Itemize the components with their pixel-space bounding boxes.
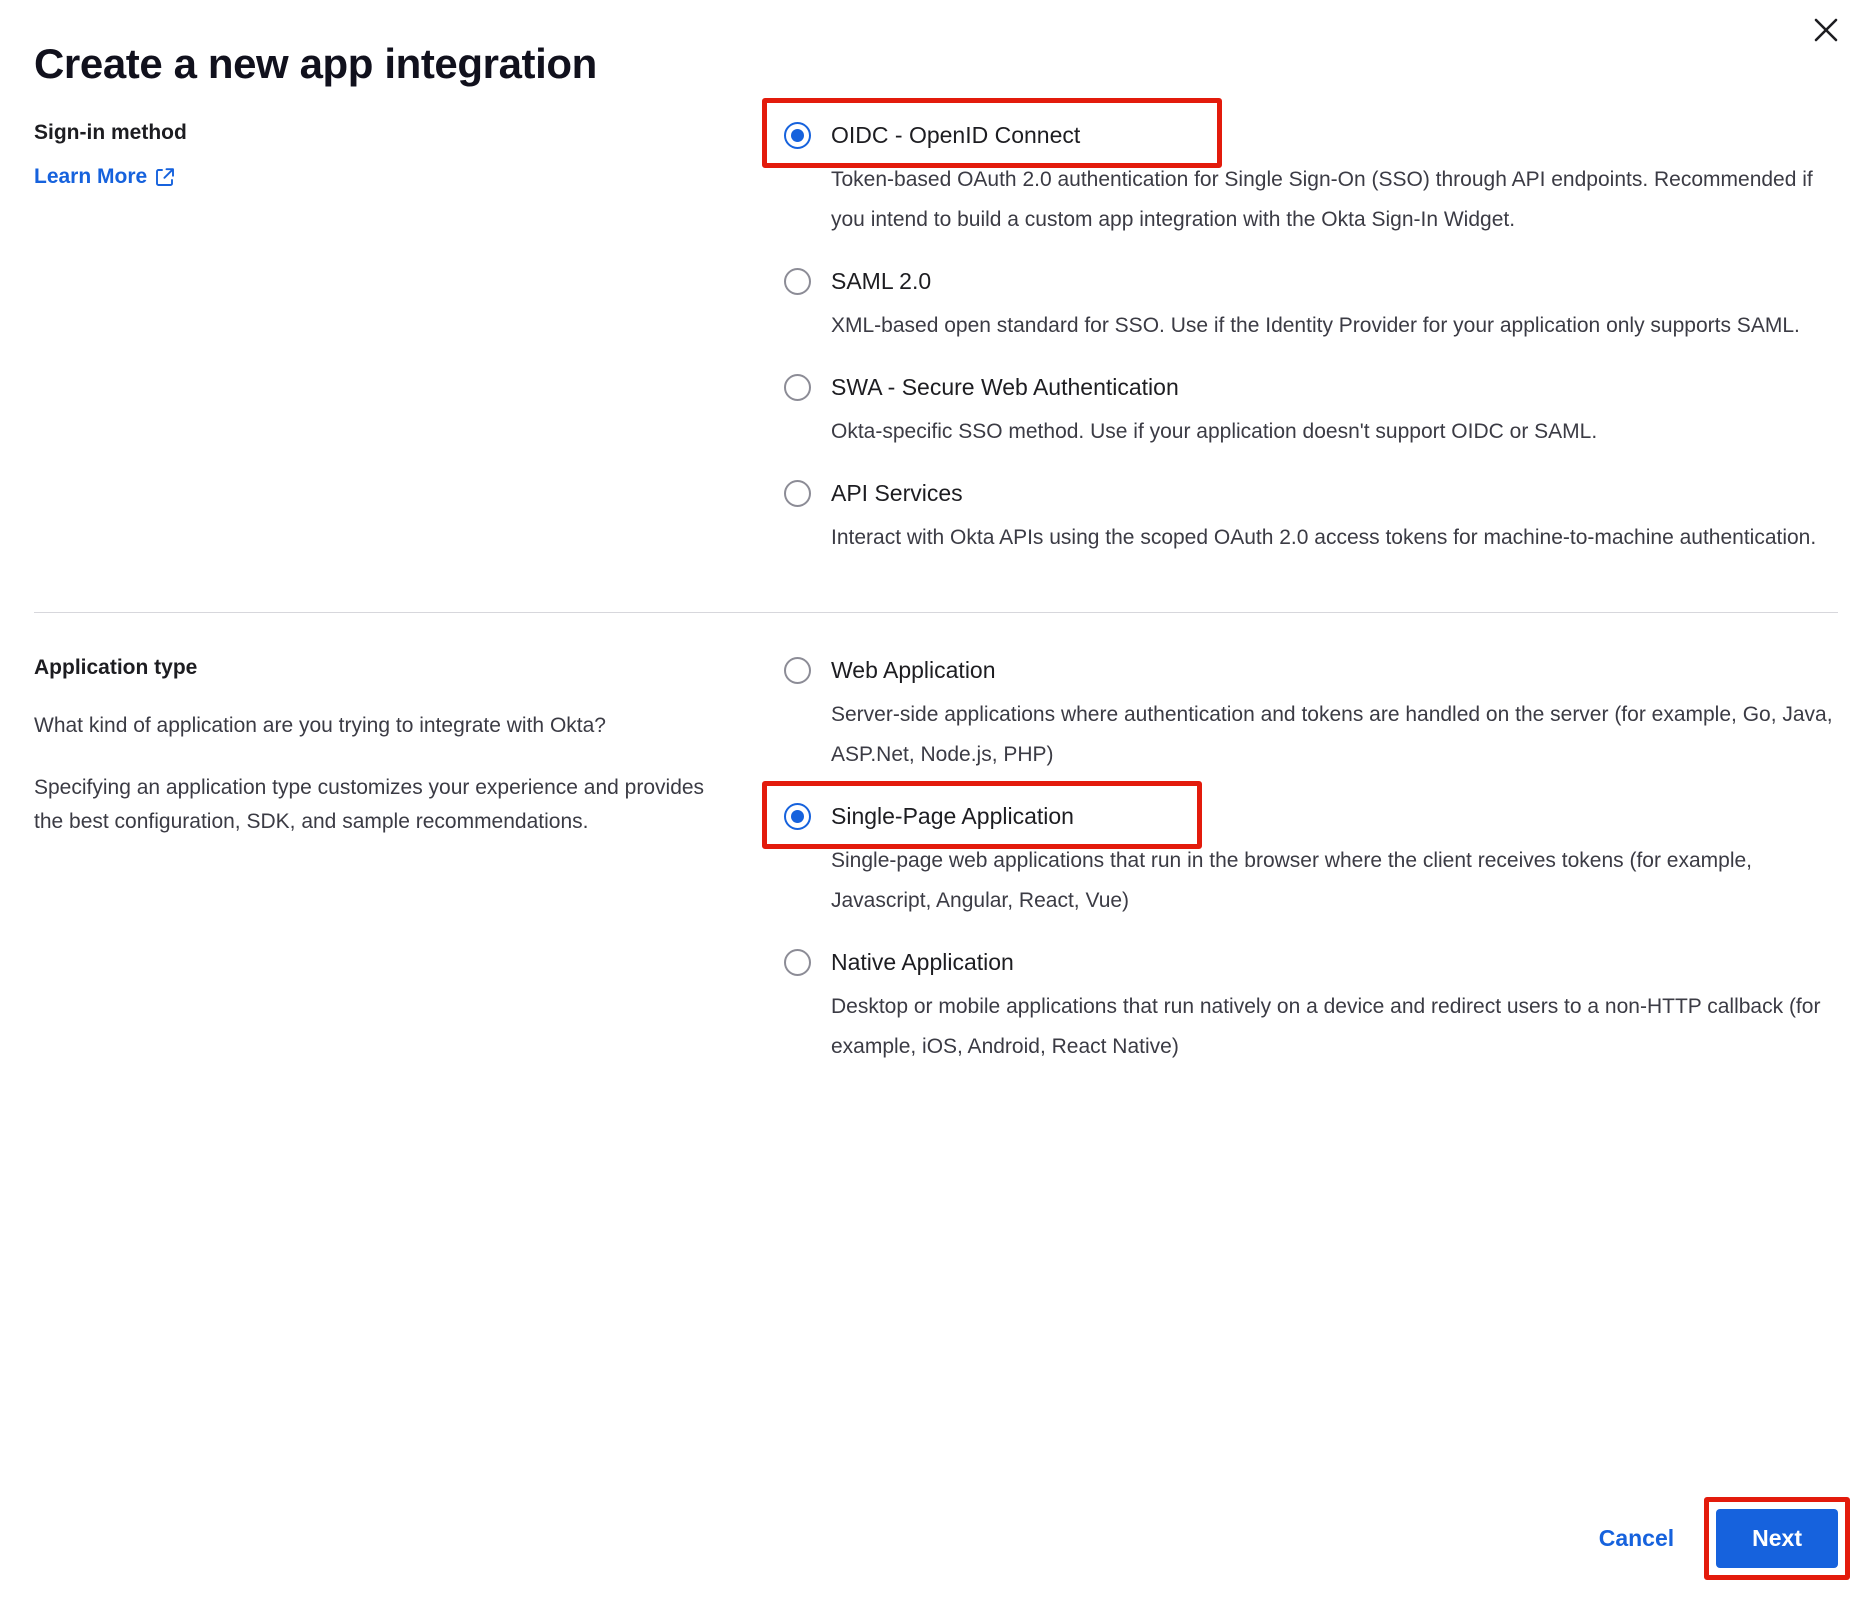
option-saml-head[interactable] bbox=[774, 258, 1838, 304]
radio-saml[interactable] bbox=[784, 268, 811, 295]
option-api-services-head[interactable] bbox=[774, 470, 1838, 516]
option-web-application-title[interactable]: Web Application bbox=[831, 657, 996, 683]
option-single-page-application bbox=[774, 793, 1838, 921]
close-glyph bbox=[1813, 17, 1839, 43]
option-native-application bbox=[774, 939, 1838, 1067]
option-api-services bbox=[774, 470, 1838, 558]
application-type-left bbox=[34, 647, 774, 1085]
radio-web-application[interactable] bbox=[784, 657, 811, 684]
option-native-application-head[interactable] bbox=[774, 939, 1838, 985]
option-oidc-title[interactable]: OIDC - OpenID Connect bbox=[831, 122, 1081, 148]
application-type-section bbox=[0, 647, 1874, 1085]
application-type-label: Application type bbox=[34, 656, 198, 679]
signin-method-label: Sign-in method bbox=[34, 121, 187, 144]
radio-swa[interactable] bbox=[784, 374, 811, 401]
option-api-services-title[interactable]: API Services bbox=[831, 480, 963, 506]
radio-api-services[interactable] bbox=[784, 480, 811, 507]
option-single-page-application-description: Single-page web applications that run in the browser where the client receives tokens (for example, Javascript, Angular, React, Vue) bbox=[831, 849, 1752, 912]
option-oidc-description: Token-based OAuth 2.0 authentication for Single Sign-On (SSO) through API endpoints. Recommended if you intend to build a custom app integration with the Okta Sign-In Widget. bbox=[831, 168, 1813, 231]
signin-method-left bbox=[34, 112, 774, 576]
option-native-application-description: Desktop or mobile applications that run natively on a device and redirect users to a non-HTTP callback (for example, iOS, Android, React Native) bbox=[831, 995, 1821, 1058]
option-saml-title[interactable]: SAML 2.0 bbox=[831, 268, 932, 294]
learn-more-link[interactable] bbox=[34, 162, 175, 192]
option-oidc-head[interactable] bbox=[774, 112, 1838, 158]
option-single-page-application-title[interactable]: Single-Page Application bbox=[831, 803, 1074, 829]
close-icon[interactable] bbox=[1804, 8, 1848, 52]
application-type-helper-1: What kind of application are you trying to integrate with Okta? bbox=[34, 714, 606, 737]
option-web-application-head[interactable] bbox=[774, 647, 1838, 693]
next-button[interactable]: Next bbox=[1716, 1509, 1838, 1568]
next-button-wrapper bbox=[1716, 1509, 1838, 1568]
option-swa-title[interactable]: SWA - Secure Web Authentication bbox=[831, 374, 1179, 400]
option-saml-description: XML-based open standard for SSO. Use if the Identity Provider for your application only supports SAML. bbox=[831, 314, 1800, 337]
cancel-button[interactable]: Cancel bbox=[1595, 1515, 1678, 1562]
option-single-page-application-head[interactable] bbox=[774, 793, 1838, 839]
option-native-application-title[interactable]: Native Application bbox=[831, 949, 1014, 975]
radio-oidc[interactable] bbox=[784, 122, 811, 149]
signin-method-section bbox=[0, 112, 1874, 576]
option-oidc bbox=[774, 112, 1838, 240]
option-api-services-description: Interact with Okta APIs using the scoped OAuth 2.0 access tokens for machine-to-machine authentication. bbox=[831, 526, 1817, 549]
dialog-footer bbox=[1595, 1509, 1838, 1568]
external-link-icon bbox=[155, 167, 175, 187]
application-type-helper-2: Specifying an application type customizes your experience and provides the best configuration, SDK, and sample recommendations. bbox=[34, 776, 705, 833]
learn-more-label: Learn More bbox=[34, 165, 148, 188]
page-title: Create a new app integration bbox=[34, 40, 597, 87]
option-saml bbox=[774, 258, 1838, 346]
option-web-application bbox=[774, 647, 1838, 775]
signin-method-options bbox=[774, 112, 1838, 576]
option-swa bbox=[774, 364, 1838, 452]
application-type-options bbox=[774, 647, 1838, 1085]
option-web-application-description: Server-side applications where authentication and tokens are handled on the server (for example, Go, Java, ASP.Net, Node.js, PHP) bbox=[831, 703, 1833, 766]
radio-native-application[interactable] bbox=[784, 949, 811, 976]
option-swa-description: Okta-specific SSO method. Use if your application doesn't support OIDC or SAML. bbox=[831, 420, 1598, 443]
radio-single-page-application[interactable] bbox=[784, 803, 811, 830]
option-swa-head[interactable] bbox=[774, 364, 1838, 410]
section-divider bbox=[34, 612, 1838, 613]
